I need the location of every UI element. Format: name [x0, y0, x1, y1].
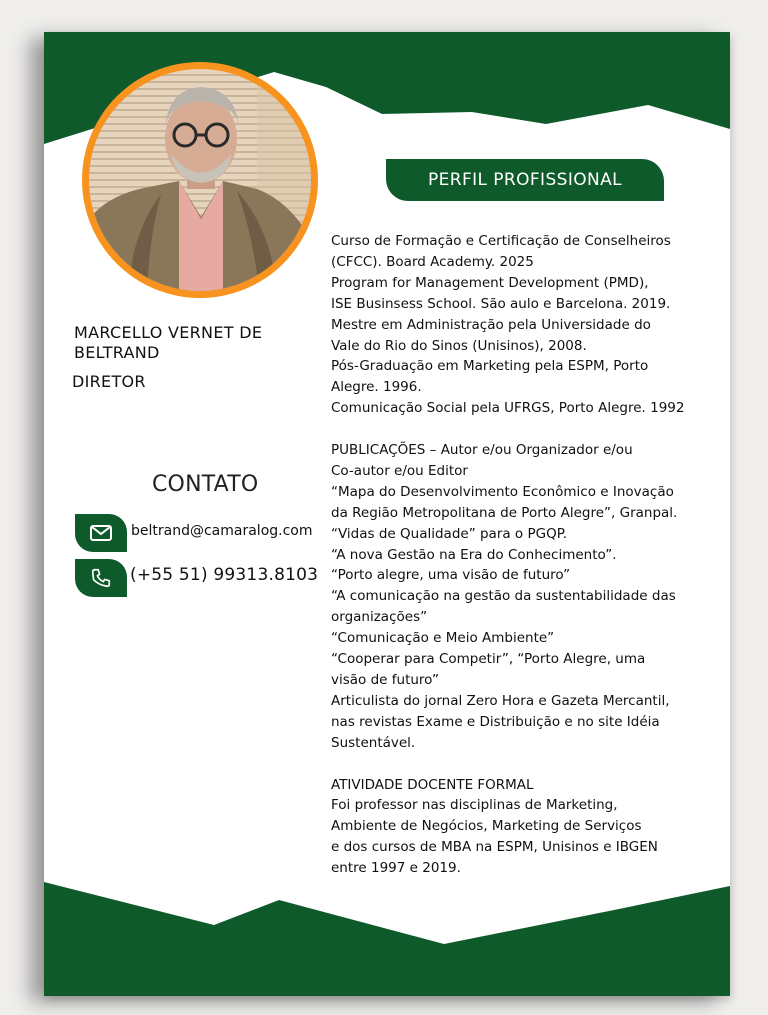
body-line: Pós-Graduação em Marketing pela ESPM, Porto	[331, 358, 649, 375]
body-line: Curso de Formação e Certificação de Conselheiros	[331, 233, 671, 249]
body-line: “Cooperar para Competir”, “Porto Alegre, uma	[331, 651, 646, 668]
person-name: MARCELLO VERNET DE BELTRAND	[74, 323, 263, 362]
body-line: (CFCC). Board Academy. 2025	[331, 253, 534, 270]
body-line: “Mapa do Desenvolvimento Econômico e Inovação	[331, 483, 674, 500]
envelope-icon	[90, 525, 112, 541]
body-line: Sustentável.	[331, 734, 416, 751]
body-line: Program for Management Development (PMD),	[331, 274, 649, 291]
profile-body	[331, 231, 730, 879]
person-role: DIRETOR	[72, 372, 146, 391]
body-line: “Porto alegre, uma visão de futuro”	[331, 567, 571, 584]
phone-icon-badge	[75, 559, 127, 597]
section-heading: PERFIL PROFISSIONAL	[427, 170, 623, 190]
email-icon-badge	[75, 514, 127, 552]
body-line: Comunicação Social pela UFRGS, Porto Alegre. 1992	[331, 400, 685, 417]
body-line: PUBLICAÇÕES – Autor e/ou Organizador e/ou	[331, 442, 633, 459]
body-line: Alegre. 1996.	[331, 379, 422, 396]
phone-icon	[90, 567, 112, 589]
body-line: organizações”	[331, 609, 428, 626]
body-line: “A nova Gestão na Era do Conhecimento”.	[331, 546, 617, 563]
body-line: Co-autor e/ou Editor	[331, 462, 468, 479]
body-line: Foi professor nas disciplinas de Marketing,	[331, 797, 618, 814]
blank-line	[331, 419, 730, 440]
body-line: ISE Businsess School. São aulo e Barcelona. 2019.	[331, 295, 671, 312]
blank-line	[331, 754, 730, 775]
body-line: “A comunicação na gestão da sustentabilidade das	[331, 588, 676, 605]
section-heading-badge	[386, 159, 664, 201]
body-line: da Região Metropolitana de Porto Alegre”, Granpal.	[331, 504, 678, 521]
body-line: Mestre em Administração pela Universidade do	[331, 316, 651, 333]
body-line: Vale do Rio do Sinos (Unisinos), 2008.	[331, 337, 587, 354]
profile-photo	[89, 69, 311, 291]
body-line: Ambiente de Negócios, Marketing de Serviços	[331, 818, 642, 835]
bottom-green-banner	[44, 882, 730, 996]
profile-photo-frame	[82, 62, 318, 298]
contact-phone[interactable]: (+55 51) 99313.8103	[130, 565, 319, 585]
body-line: Articulista do jornal Zero Hora e Gazeta Mercantil,	[331, 692, 670, 709]
body-line: “Vidas de Qualidade” para o PGQP.	[331, 525, 568, 542]
body-line: nas revistas Exame e Distribuição e no site Idéia	[331, 713, 660, 730]
body-line: ATIVIDADE DOCENTE FORMAL	[331, 776, 534, 793]
body-line: entre 1997 e 2019.	[331, 860, 461, 877]
resume-page	[44, 32, 730, 996]
body-line: “Comunicação e Meio Ambiente”	[331, 630, 555, 647]
contact-email[interactable]: beltrand@camaralog.com	[131, 523, 313, 539]
contact-heading: CONTATO	[152, 472, 259, 497]
body-line: visão de futuro”	[331, 672, 439, 689]
body-line: e dos cursos de MBA na ESPM, Unisinos e IBGEN	[331, 839, 658, 856]
